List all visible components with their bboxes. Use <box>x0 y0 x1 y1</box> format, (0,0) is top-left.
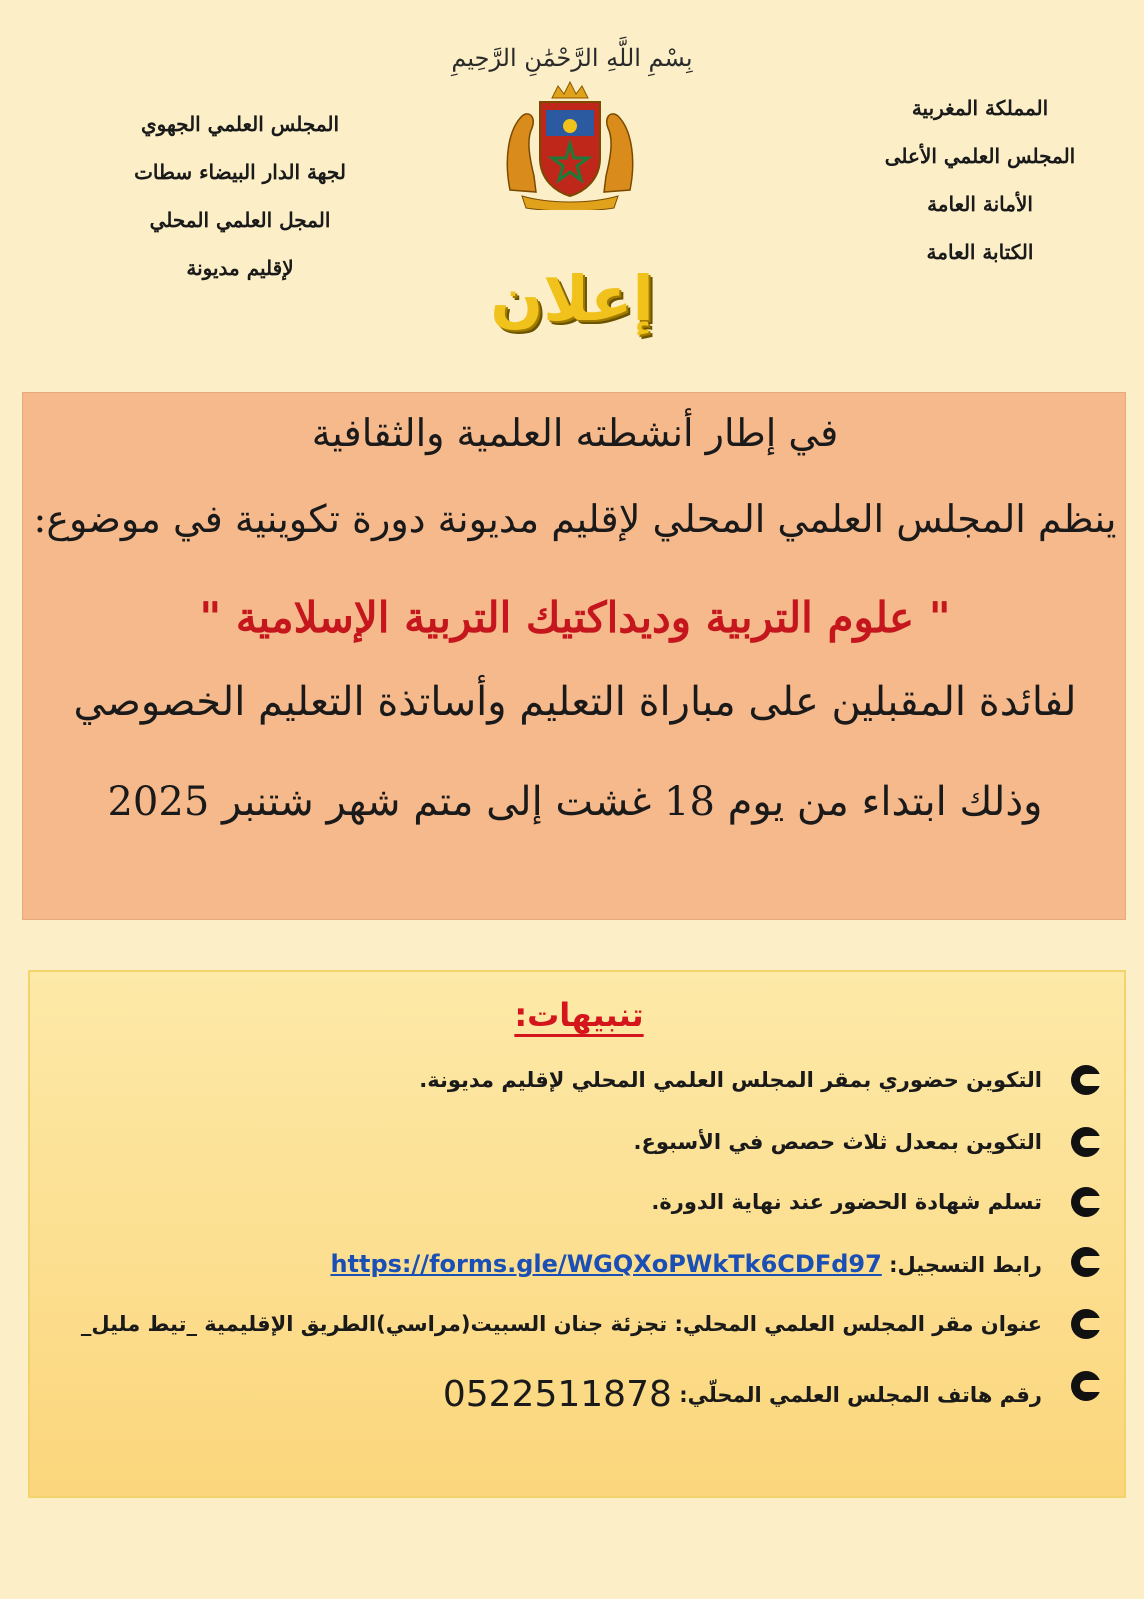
registration-label: رابط التسجيل: <box>889 1253 1042 1277</box>
phone-number: 0522511878 <box>442 1374 672 1415</box>
arrow-bullet-icon <box>1068 1306 1104 1342</box>
arrow-bullet-icon <box>1068 1368 1104 1404</box>
note-item-address <box>54 1302 1104 1350</box>
header-right-line: المملكة المغربية <box>911 96 1049 120</box>
header-left-line: لإقليم مديونة <box>186 256 294 280</box>
note-item <box>54 1120 1104 1168</box>
header-left-line: المجلس العلمي الجهوي <box>140 112 340 136</box>
phone-label: رقم هاتف المجلس العلمي المحلّي: <box>679 1383 1042 1407</box>
arrow-bullet-icon <box>1068 1244 1104 1280</box>
notes-box <box>28 970 1126 1498</box>
arrow-bullet-icon <box>1068 1184 1104 1220</box>
header-right-line: الكتابة العامة <box>926 240 1034 264</box>
note-text <box>443 1374 1042 1415</box>
course-topic: " علوم التربية وديداكتيك التربية الإسلامية " <box>199 593 951 642</box>
basmala: بِسْمِ اللَّهِ الرَّحْمَٰنِ الرَّحِيمِ <box>451 44 693 72</box>
arrow-bullet-icon <box>1068 1124 1104 1160</box>
announcement-main-box <box>22 392 1126 920</box>
header-right-line: المجلس العلمي الأعلى <box>884 144 1076 168</box>
registration-link[interactable]: https://forms.gle/WGQXoPWkTk6CDFd97 <box>330 1250 882 1278</box>
note-text <box>330 1250 1042 1278</box>
header-right-line: الأمانة العامة <box>927 192 1033 216</box>
date-line: وذلك ابتداء من يوم 18 غشت إلى متم شهر شتنبر 2025 <box>107 779 1043 825</box>
note-text: التكوين حضوري بمقر المجلس العلمي المحلي لإقليم مديونة. <box>419 1068 1042 1092</box>
notes-title: تنبيهات: <box>514 996 644 1034</box>
note-text: عنوان مقر المجلس العلمي المحلي: تجزئة جنان السبيت(مراسي)الطريق الإقليمية _تيط مليل_ <box>80 1312 1042 1336</box>
organizer-line: ينظم المجلس العلمي المحلي لإقليم مديونة دورة تكوينية في موضوع: <box>33 497 1117 541</box>
note-text: التكوين بمعدل ثلاث حصص في الأسبوع. <box>633 1130 1042 1154</box>
note-item-registration <box>54 1240 1104 1288</box>
moroccan-coat-of-arms-icon <box>500 80 640 210</box>
note-text: تسلم شهادة الحضور عند نهاية الدورة. <box>651 1190 1042 1214</box>
note-item <box>54 1058 1104 1106</box>
note-item <box>54 1180 1104 1228</box>
announcement-title: إعلان <box>490 262 654 335</box>
header-right-institution <box>860 84 1100 276</box>
note-item-phone <box>54 1364 1104 1415</box>
arrow-bullet-icon <box>1068 1062 1104 1098</box>
header-left-line: لجهة الدار البيضاء سطات <box>134 160 346 184</box>
intro-line: في إطار أنشطته العلمية والثقافية <box>311 411 839 455</box>
header-left-line: المجل العلمي المحلي <box>149 208 331 232</box>
audience-line: لفائدة المقبلين على مباراة التعليم وأساتذة التعليم الخصوصي <box>73 679 1077 725</box>
